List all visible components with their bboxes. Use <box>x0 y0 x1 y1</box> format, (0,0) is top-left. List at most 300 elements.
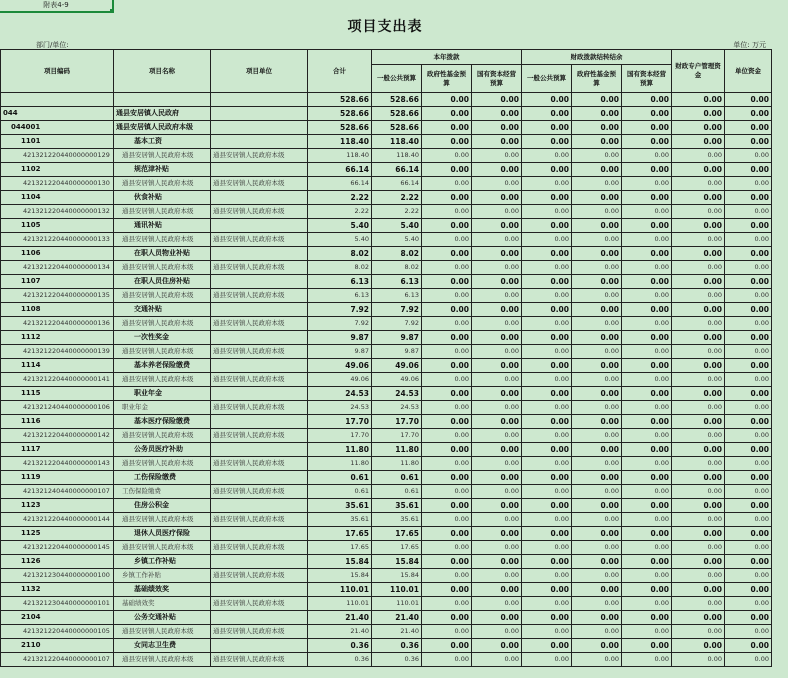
cell-amount[interactable]: 0.00 <box>472 611 522 625</box>
cell-amount[interactable]: 0.00 <box>672 177 725 191</box>
cell-amount[interactable]: 0.00 <box>725 177 772 191</box>
cell-amount[interactable]: 0.00 <box>572 485 622 499</box>
cell-amount[interactable]: 0.00 <box>422 163 472 177</box>
cell-amount[interactable]: 528.66 <box>372 107 422 121</box>
cell-reference[interactable]: 附表4-9 <box>0 0 114 13</box>
cell-amount[interactable]: 0.00 <box>572 401 622 415</box>
cell-amount[interactable]: 0.00 <box>472 639 522 653</box>
cell-amount[interactable]: 0.00 <box>622 359 672 373</box>
cell-amount[interactable]: 0.00 <box>725 429 772 443</box>
cell-amount[interactable]: 9.87 <box>308 345 372 359</box>
cell-project-name[interactable]: 女同志卫生费 <box>114 639 211 653</box>
cell-amount[interactable]: 0.00 <box>672 317 725 331</box>
cell-project-unit[interactable] <box>211 415 308 429</box>
cell-project-name[interactable]: 通县安居镇人民政府本级 <box>114 317 211 331</box>
cell-project-code[interactable]: 421321220440000000130 <box>1 177 114 191</box>
cell-project-name[interactable]: 通县安居镇人民政府本级 <box>114 205 211 219</box>
cell-amount[interactable]: 5.40 <box>372 219 422 233</box>
cell-amount[interactable]: 0.00 <box>472 541 522 555</box>
cell-amount[interactable]: 0.00 <box>422 233 472 247</box>
cell-amount[interactable]: 0.00 <box>522 429 572 443</box>
cell-amount[interactable]: 0.00 <box>572 317 622 331</box>
cell-amount[interactable]: 0.00 <box>472 415 522 429</box>
cell-amount[interactable]: 0.00 <box>725 555 772 569</box>
cell-project-unit[interactable] <box>211 121 308 135</box>
cell-project-code[interactable]: 421321220440000000145 <box>1 541 114 555</box>
cell-project-code[interactable]: 1114 <box>1 359 114 373</box>
cell-project-name[interactable]: 在职人员物业补贴 <box>114 247 211 261</box>
cell-amount[interactable]: 24.53 <box>372 387 422 401</box>
cell-amount[interactable]: 0.00 <box>472 597 522 611</box>
cell-amount[interactable]: 21.40 <box>372 625 422 639</box>
cell-amount[interactable]: 110.01 <box>308 597 372 611</box>
cell-amount[interactable]: 0.00 <box>622 93 672 107</box>
cell-amount[interactable]: 35.61 <box>308 513 372 527</box>
cell-amount[interactable]: 0.00 <box>422 359 472 373</box>
cell-amount[interactable]: 0.00 <box>422 345 472 359</box>
cell-amount[interactable]: 0.61 <box>308 485 372 499</box>
cell-amount[interactable]: 21.40 <box>308 625 372 639</box>
cell-amount[interactable]: 0.00 <box>622 527 672 541</box>
cell-amount[interactable]: 0.00 <box>572 289 622 303</box>
cell-amount[interactable]: 0.00 <box>672 583 725 597</box>
cell-amount[interactable]: 0.00 <box>672 247 725 261</box>
cell-project-unit[interactable] <box>211 471 308 485</box>
cell-amount[interactable]: 0.36 <box>308 653 372 667</box>
cell-amount[interactable]: 0.00 <box>725 513 772 527</box>
cell-amount[interactable]: 66.14 <box>308 163 372 177</box>
cell-amount[interactable]: 0.00 <box>622 303 672 317</box>
cell-amount[interactable]: 7.92 <box>308 303 372 317</box>
cell-amount[interactable]: 0.00 <box>422 177 472 191</box>
cell-amount[interactable]: 35.61 <box>308 499 372 513</box>
cell-amount[interactable]: 17.65 <box>308 541 372 555</box>
cell-amount[interactable]: 0.00 <box>572 457 622 471</box>
cell-project-name[interactable]: 通县安居镇人民政府本级 <box>114 513 211 527</box>
cell-amount[interactable]: 0.00 <box>672 429 725 443</box>
cell-amount[interactable]: 0.00 <box>572 611 622 625</box>
cell-amount[interactable]: 0.00 <box>522 513 572 527</box>
cell-project-unit[interactable] <box>211 331 308 345</box>
cell-amount[interactable]: 2.22 <box>372 191 422 205</box>
cell-amount[interactable]: 0.00 <box>572 639 622 653</box>
cell-amount[interactable]: 0.00 <box>672 555 725 569</box>
cell-amount[interactable]: 7.92 <box>372 317 422 331</box>
cell-project-code[interactable]: 421321230440000000101 <box>1 597 114 611</box>
cell-amount[interactable]: 0.00 <box>422 485 472 499</box>
cell-amount[interactable]: 0.00 <box>672 191 725 205</box>
cell-amount[interactable]: 0.00 <box>472 471 522 485</box>
cell-amount[interactable]: 0.00 <box>472 653 522 667</box>
cell-amount[interactable]: 0.00 <box>622 485 672 499</box>
cell-project-unit[interactable]: 通县安居镇人民政府本级 <box>211 625 308 639</box>
cell-project-name[interactable]: 职业年金 <box>114 401 211 415</box>
cell-amount[interactable]: 0.00 <box>422 373 472 387</box>
cell-amount[interactable]: 0.00 <box>522 149 572 163</box>
cell-amount[interactable]: 0.00 <box>472 205 522 219</box>
cell-amount[interactable]: 17.70 <box>372 429 422 443</box>
cell-project-unit[interactable]: 通县安居镇人民政府本级 <box>211 653 308 667</box>
cell-amount[interactable]: 0.00 <box>422 499 472 513</box>
cell-amount[interactable]: 0.00 <box>522 653 572 667</box>
cell-amount[interactable]: 0.00 <box>422 261 472 275</box>
cell-amount[interactable]: 0.00 <box>422 121 472 135</box>
cell-project-name[interactable]: 通县安居镇人民政府本级 <box>114 373 211 387</box>
cell-project-unit[interactable]: 通县安居镇人民政府本级 <box>211 569 308 583</box>
cell-project-name[interactable]: 通讯补贴 <box>114 219 211 233</box>
cell-amount[interactable]: 0.00 <box>572 261 622 275</box>
cell-project-code[interactable]: 1101 <box>1 135 114 149</box>
cell-amount[interactable]: 0.00 <box>522 597 572 611</box>
cell-project-name[interactable]: 交通补贴 <box>114 303 211 317</box>
cell-amount[interactable]: 0.00 <box>672 499 725 513</box>
cell-project-code[interactable]: 1116 <box>1 415 114 429</box>
cell-amount[interactable]: 0.00 <box>725 653 772 667</box>
cell-amount[interactable]: 2.22 <box>372 205 422 219</box>
cell-amount[interactable]: 6.13 <box>308 289 372 303</box>
cell-amount[interactable]: 0.00 <box>472 149 522 163</box>
cell-amount[interactable]: 0.00 <box>422 135 472 149</box>
cell-amount[interactable]: 0.00 <box>422 625 472 639</box>
cell-amount[interactable]: 0.00 <box>725 639 772 653</box>
cell-amount[interactable]: 0.00 <box>422 205 472 219</box>
cell-project-name[interactable]: 乡镇工作补贴 <box>114 555 211 569</box>
cell-amount[interactable]: 0.00 <box>422 611 472 625</box>
cell-amount[interactable]: 0.00 <box>472 233 522 247</box>
cell-amount[interactable]: 0.00 <box>672 163 725 177</box>
cell-amount[interactable]: 0.00 <box>622 583 672 597</box>
cell-project-code[interactable]: 1117 <box>1 443 114 457</box>
cell-amount[interactable]: 118.40 <box>308 135 372 149</box>
cell-amount[interactable]: 0.00 <box>572 597 622 611</box>
cell-project-code[interactable]: 421321220440000000134 <box>1 261 114 275</box>
cell-project-code[interactable]: 421321220440000000129 <box>1 149 114 163</box>
cell-amount[interactable]: 0.00 <box>572 345 622 359</box>
cell-project-unit[interactable] <box>211 359 308 373</box>
cell-amount[interactable]: 0.00 <box>522 611 572 625</box>
cell-amount[interactable]: 15.84 <box>372 569 422 583</box>
cell-amount[interactable]: 0.00 <box>522 331 572 345</box>
cell-project-code[interactable]: 421321240440000000107 <box>1 485 114 499</box>
cell-project-code[interactable]: 044 <box>1 107 114 121</box>
cell-project-code[interactable]: 1123 <box>1 499 114 513</box>
cell-project-name[interactable]: 通县安居镇人民政府本级 <box>114 457 211 471</box>
cell-amount[interactable]: 6.13 <box>372 275 422 289</box>
cell-amount[interactable]: 8.02 <box>372 261 422 275</box>
cell-amount[interactable]: 0.00 <box>472 331 522 345</box>
cell-amount[interactable]: 0.00 <box>672 261 725 275</box>
cell-project-unit[interactable]: 通县安居镇人民政府本级 <box>211 597 308 611</box>
cell-project-unit[interactable]: 通县安居镇人民政府本级 <box>211 205 308 219</box>
cell-amount[interactable]: 0.00 <box>725 611 772 625</box>
cell-amount[interactable]: 0.00 <box>725 485 772 499</box>
cell-amount[interactable]: 9.87 <box>308 331 372 345</box>
cell-amount[interactable]: 21.40 <box>308 611 372 625</box>
cell-amount[interactable]: 0.00 <box>725 359 772 373</box>
cell-amount[interactable]: 0.00 <box>622 429 672 443</box>
cell-amount[interactable]: 0.00 <box>672 387 725 401</box>
cell-amount[interactable]: 0.00 <box>422 639 472 653</box>
cell-amount[interactable]: 0.00 <box>672 513 725 527</box>
cell-amount[interactable]: 8.02 <box>372 247 422 261</box>
cell-amount[interactable]: 0.00 <box>672 107 725 121</box>
cell-amount[interactable]: 66.14 <box>372 163 422 177</box>
cell-project-unit[interactable]: 通县安居镇人民政府本级 <box>211 261 308 275</box>
cell-project-name[interactable]: 通县安居镇人民政府本级 <box>114 541 211 555</box>
cell-project-code[interactable]: 1104 <box>1 191 114 205</box>
cell-amount[interactable]: 0.00 <box>725 541 772 555</box>
cell-amount[interactable]: 15.84 <box>308 555 372 569</box>
cell-amount[interactable]: 17.70 <box>308 429 372 443</box>
cell-project-code[interactable]: 421321220440000000132 <box>1 205 114 219</box>
cell-amount[interactable]: 0.00 <box>725 317 772 331</box>
cell-amount[interactable]: 0.00 <box>672 485 725 499</box>
cell-amount[interactable]: 0.00 <box>472 569 522 583</box>
cell-amount[interactable]: 0.00 <box>422 597 472 611</box>
cell-project-code[interactable]: 421321220440000000107 <box>1 653 114 667</box>
cell-project-code[interactable]: 1112 <box>1 331 114 345</box>
cell-amount[interactable]: 0.00 <box>572 107 622 121</box>
cell-amount[interactable]: 0.00 <box>622 639 672 653</box>
cell-amount[interactable]: 528.66 <box>308 121 372 135</box>
cell-amount[interactable]: 0.00 <box>422 653 472 667</box>
cell-amount[interactable]: 0.00 <box>522 191 572 205</box>
cell-project-name[interactable]: 伙食补贴 <box>114 191 211 205</box>
cell-amount[interactable]: 0.00 <box>522 527 572 541</box>
cell-amount[interactable]: 15.84 <box>372 555 422 569</box>
cell-project-name[interactable]: 通县安居镇人民政府本级 <box>114 149 211 163</box>
cell-amount[interactable]: 110.01 <box>308 583 372 597</box>
cell-amount[interactable]: 0.00 <box>572 219 622 233</box>
cell-amount[interactable]: 0.00 <box>422 387 472 401</box>
cell-amount[interactable]: 0.00 <box>672 625 725 639</box>
cell-project-name[interactable]: 通县安居镇人民政府本级 <box>114 233 211 247</box>
cell-amount[interactable]: 0.00 <box>472 555 522 569</box>
cell-amount[interactable]: 0.00 <box>422 317 472 331</box>
cell-amount[interactable]: 0.00 <box>522 541 572 555</box>
cell-amount[interactable]: 0.00 <box>622 121 672 135</box>
cell-amount[interactable]: 118.40 <box>308 149 372 163</box>
cell-amount[interactable]: 528.66 <box>372 121 422 135</box>
cell-amount[interactable]: 118.40 <box>372 135 422 149</box>
cell-amount[interactable]: 0.00 <box>622 345 672 359</box>
cell-amount[interactable]: 0.36 <box>372 639 422 653</box>
cell-amount[interactable]: 0.00 <box>522 471 572 485</box>
cell-amount[interactable]: 0.00 <box>622 107 672 121</box>
cell-amount[interactable]: 0.00 <box>672 541 725 555</box>
cell-amount[interactable]: 0.00 <box>522 401 572 415</box>
cell-amount[interactable]: 17.70 <box>372 415 422 429</box>
cell-amount[interactable]: 0.00 <box>572 303 622 317</box>
cell-amount[interactable]: 0.00 <box>472 107 522 121</box>
cell-amount[interactable]: 0.00 <box>522 177 572 191</box>
cell-amount[interactable]: 0.00 <box>422 471 472 485</box>
cell-amount[interactable]: 0.00 <box>572 135 622 149</box>
cell-amount[interactable]: 0.00 <box>622 163 672 177</box>
cell-amount[interactable]: 0.00 <box>725 275 772 289</box>
cell-project-code[interactable]: 1132 <box>1 583 114 597</box>
cell-amount[interactable]: 0.00 <box>672 121 725 135</box>
cell-amount[interactable]: 0.00 <box>522 387 572 401</box>
cell-amount[interactable]: 0.00 <box>472 527 522 541</box>
cell-amount[interactable]: 0.00 <box>522 317 572 331</box>
cell-amount[interactable]: 0.00 <box>672 345 725 359</box>
cell-amount[interactable]: 11.80 <box>372 457 422 471</box>
cell-amount[interactable]: 0.00 <box>672 611 725 625</box>
cell-amount[interactable]: 110.01 <box>372 597 422 611</box>
cell-project-unit[interactable]: 通县安居镇人民政府本级 <box>211 429 308 443</box>
cell-amount[interactable]: 0.00 <box>422 415 472 429</box>
cell-project-code[interactable]: 1106 <box>1 247 114 261</box>
cell-amount[interactable]: 0.00 <box>472 247 522 261</box>
cell-amount[interactable]: 0.00 <box>672 303 725 317</box>
cell-amount[interactable]: 0.00 <box>572 275 622 289</box>
cell-project-unit[interactable] <box>211 247 308 261</box>
cell-amount[interactable]: 0.00 <box>672 289 725 303</box>
cell-amount[interactable]: 0.00 <box>572 569 622 583</box>
cell-project-name[interactable]: 基本养老保险缴费 <box>114 359 211 373</box>
cell-project-unit[interactable]: 通县安居镇人民政府本级 <box>211 289 308 303</box>
cell-amount[interactable]: 49.06 <box>372 373 422 387</box>
cell-amount[interactable]: 0.00 <box>522 415 572 429</box>
cell-project-name[interactable]: 工伤保险缴费 <box>114 485 211 499</box>
cell-amount[interactable]: 11.80 <box>308 457 372 471</box>
cell-project-name[interactable]: 通县安居镇人民政府本级 <box>114 289 211 303</box>
cell-amount[interactable]: 0.00 <box>672 219 725 233</box>
cell-amount[interactable]: 0.00 <box>522 457 572 471</box>
cell-project-name[interactable]: 乡镇工作补贴 <box>114 569 211 583</box>
cell-amount[interactable]: 0.00 <box>572 541 622 555</box>
cell-amount[interactable]: 0.00 <box>522 359 572 373</box>
cell-amount[interactable]: 0.00 <box>572 387 622 401</box>
cell-project-unit[interactable] <box>211 583 308 597</box>
cell-amount[interactable]: 0.00 <box>422 93 472 107</box>
cell-amount[interactable]: 0.00 <box>672 373 725 387</box>
cell-amount[interactable]: 35.61 <box>372 513 422 527</box>
cell-amount[interactable]: 0.00 <box>572 163 622 177</box>
cell-project-unit[interactable]: 通县安居镇人民政府本级 <box>211 373 308 387</box>
cell-amount[interactable]: 0.36 <box>372 653 422 667</box>
cell-project-code[interactable]: 421321220440000000135 <box>1 289 114 303</box>
cell-amount[interactable]: 528.66 <box>308 93 372 107</box>
cell-amount[interactable]: 0.00 <box>472 443 522 457</box>
cell-amount[interactable]: 0.00 <box>422 191 472 205</box>
cell-amount[interactable]: 0.00 <box>725 499 772 513</box>
cell-project-code[interactable]: 421321220440000000144 <box>1 513 114 527</box>
cell-project-name[interactable]: 通县安居镇人民政府本级 <box>114 625 211 639</box>
cell-project-name[interactable]: 通县安居镇人民政府本级 <box>114 261 211 275</box>
cell-amount[interactable]: 66.14 <box>308 177 372 191</box>
cell-amount[interactable]: 0.00 <box>472 177 522 191</box>
cell-amount[interactable]: 0.00 <box>672 569 725 583</box>
cell-amount[interactable]: 0.00 <box>572 527 622 541</box>
cell-amount[interactable]: 0.00 <box>622 415 672 429</box>
cell-amount[interactable]: 0.00 <box>422 303 472 317</box>
cell-project-name[interactable]: 通县安居镇人民政府本级 <box>114 429 211 443</box>
cell-project-name[interactable]: 基础绩效奖 <box>114 597 211 611</box>
cell-amount[interactable]: 0.00 <box>522 205 572 219</box>
cell-amount[interactable]: 0.00 <box>472 275 522 289</box>
cell-amount[interactable]: 0.00 <box>572 513 622 527</box>
cell-project-unit[interactable]: 通县安居镇人民政府本级 <box>211 317 308 331</box>
cell-amount[interactable]: 24.53 <box>372 401 422 415</box>
cell-project-code[interactable]: 421321220440000000133 <box>1 233 114 247</box>
cell-project-unit[interactable] <box>211 219 308 233</box>
cell-amount[interactable]: 0.00 <box>622 247 672 261</box>
cell-amount[interactable]: 0.00 <box>572 233 622 247</box>
cell-amount[interactable]: 0.00 <box>622 653 672 667</box>
cell-amount[interactable]: 0.00 <box>572 247 622 261</box>
cell-amount[interactable]: 0.00 <box>422 247 472 261</box>
cell-project-unit[interactable]: 通县安居镇人民政府本级 <box>211 457 308 471</box>
cell-amount[interactable]: 0.00 <box>472 401 522 415</box>
cell-amount[interactable]: 0.00 <box>622 513 672 527</box>
cell-amount[interactable]: 0.00 <box>522 233 572 247</box>
cell-amount[interactable]: 0.00 <box>725 387 772 401</box>
cell-amount[interactable]: 0.00 <box>622 135 672 149</box>
cell-amount[interactable]: 0.00 <box>472 303 522 317</box>
cell-amount[interactable]: 0.00 <box>725 331 772 345</box>
cell-amount[interactable]: 0.00 <box>572 93 622 107</box>
cell-amount[interactable]: 0.00 <box>422 443 472 457</box>
cell-project-name[interactable]: 住房公积金 <box>114 499 211 513</box>
cell-amount[interactable]: 0.00 <box>672 205 725 219</box>
cell-amount[interactable]: 0.00 <box>725 583 772 597</box>
cell-amount[interactable]: 0.00 <box>422 149 472 163</box>
cell-amount[interactable]: 9.87 <box>372 345 422 359</box>
cell-project-code[interactable]: 1126 <box>1 555 114 569</box>
cell-amount[interactable]: 0.00 <box>472 191 522 205</box>
cell-amount[interactable]: 0.00 <box>725 457 772 471</box>
cell-project-name[interactable]: 通县安居镇人民政府本级 <box>114 177 211 191</box>
cell-project-unit[interactable] <box>211 135 308 149</box>
cell-project-code[interactable]: 2104 <box>1 611 114 625</box>
cell-project-name[interactable]: 公务交通补贴 <box>114 611 211 625</box>
cell-amount[interactable]: 0.00 <box>472 121 522 135</box>
cell-amount[interactable]: 24.53 <box>308 387 372 401</box>
cell-amount[interactable]: 21.40 <box>372 611 422 625</box>
cell-amount[interactable]: 11.80 <box>372 443 422 457</box>
cell-project-unit[interactable] <box>211 93 308 107</box>
cell-amount[interactable]: 0.00 <box>572 415 622 429</box>
cell-amount[interactable]: 0.00 <box>422 569 472 583</box>
cell-project-unit[interactable] <box>211 303 308 317</box>
cell-amount[interactable]: 0.00 <box>672 527 725 541</box>
cell-amount[interactable]: 6.13 <box>308 275 372 289</box>
cell-amount[interactable]: 0.00 <box>622 289 672 303</box>
cell-amount[interactable]: 0.00 <box>672 443 725 457</box>
cell-amount[interactable]: 0.00 <box>522 289 572 303</box>
cell-amount[interactable]: 0.00 <box>725 191 772 205</box>
cell-project-unit[interactable]: 通县安居镇人民政府本级 <box>211 401 308 415</box>
cell-project-code[interactable] <box>1 93 114 107</box>
cell-amount[interactable]: 0.00 <box>522 261 572 275</box>
cell-amount[interactable]: 0.00 <box>622 555 672 569</box>
cell-amount[interactable]: 66.14 <box>372 177 422 191</box>
cell-amount[interactable]: 0.00 <box>622 443 672 457</box>
cell-amount[interactable]: 0.00 <box>472 135 522 149</box>
cell-amount[interactable]: 0.00 <box>622 499 672 513</box>
cell-amount[interactable]: 0.00 <box>472 429 522 443</box>
cell-project-unit[interactable] <box>211 107 308 121</box>
cell-amount[interactable]: 0.00 <box>572 121 622 135</box>
cell-project-code[interactable]: 1108 <box>1 303 114 317</box>
cell-project-unit[interactable]: 通县安居镇人民政府本级 <box>211 345 308 359</box>
cell-project-name[interactable]: 一次性奖金 <box>114 331 211 345</box>
cell-amount[interactable]: 0.00 <box>572 625 622 639</box>
cell-project-code[interactable]: 421321220440000000139 <box>1 345 114 359</box>
cell-amount[interactable]: 0.00 <box>472 289 522 303</box>
